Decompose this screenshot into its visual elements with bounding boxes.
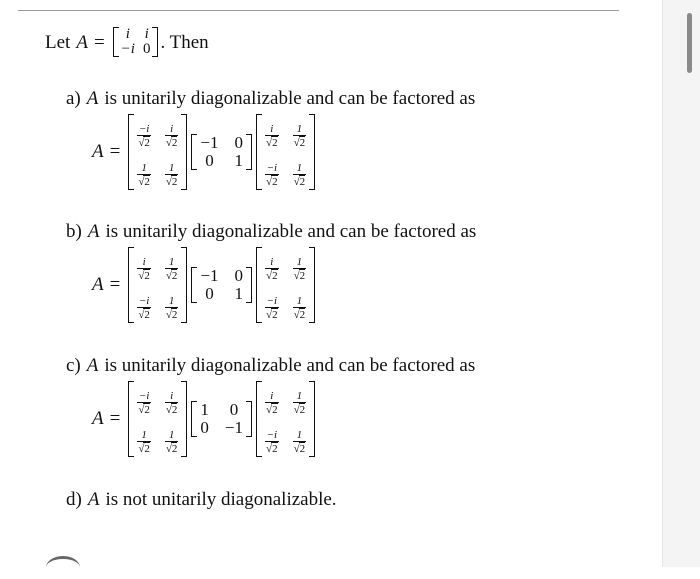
fraction-denominator: √ 2 — [266, 269, 278, 282]
diagonal-matrix-cell: 0 — [205, 284, 214, 303]
matrix-symbol: A — [92, 274, 104, 295]
unitary-matrix-Q-star — [256, 381, 315, 457]
option-label: c) — [66, 355, 81, 376]
option-c-factorization — [92, 381, 317, 457]
equals-sign: = — [109, 274, 121, 295]
fraction-numerator: 1 — [296, 295, 303, 307]
fraction — [165, 390, 179, 416]
fraction-denominator: √ 2 — [266, 308, 278, 321]
fraction — [265, 295, 279, 321]
diagonal-matrix-cell: −1 — [200, 133, 219, 152]
fraction — [137, 162, 151, 188]
fraction-numerator: −i — [266, 295, 278, 307]
fraction-numerator: i — [270, 123, 274, 135]
unitary-matrix-P — [128, 381, 187, 457]
intro-matrix-cell: 0 — [142, 41, 151, 57]
fraction-denominator: √ 2 — [266, 442, 278, 455]
unitary-matrix-Q-star — [256, 247, 315, 323]
diagonal-matrix-cell: 1 — [234, 284, 244, 303]
option-label: b) — [66, 221, 82, 242]
fraction-denominator: √ 2 — [138, 308, 150, 321]
fraction-numerator: 1 — [296, 390, 303, 402]
matrix-symbol: A — [92, 141, 104, 162]
fraction-denominator: √ 2 — [138, 403, 150, 416]
fraction — [137, 256, 151, 282]
fraction-numerator: 1 — [296, 429, 303, 441]
diagonal-matrix — [191, 267, 252, 303]
matrix-symbol: A — [87, 221, 100, 242]
diagonal-matrix-cell: 0 — [229, 400, 239, 419]
option-text: is unitarily diagonalizable and can be factored as — [104, 355, 476, 376]
option-label: d) — [66, 489, 82, 510]
option-text: is unitarily diagonalizable and can be factored as — [104, 88, 476, 109]
intro-suffix: . Then — [160, 31, 209, 53]
diagonal-matrix-cell: 1 — [234, 151, 244, 170]
option-c-statement — [66, 356, 475, 375]
fraction — [265, 390, 279, 416]
fraction-numerator: i — [270, 390, 274, 402]
fraction — [293, 123, 307, 149]
fraction-denominator: √ 2 — [138, 136, 150, 149]
fraction-numerator: 1 — [168, 162, 175, 174]
fraction — [165, 295, 179, 321]
diagonal-matrix-cell: 0 — [200, 418, 209, 437]
fraction — [265, 429, 279, 455]
fraction-denominator: √ 2 — [293, 175, 306, 188]
fraction-denominator: √ 2 — [165, 442, 178, 455]
fraction-numerator: 1 — [168, 256, 175, 268]
option-b-statement — [66, 222, 476, 241]
fraction-numerator: 1 — [296, 162, 303, 174]
equals-sign: = — [109, 408, 121, 429]
fraction-denominator: √ 2 — [293, 442, 306, 455]
fraction-denominator: √ 2 — [138, 442, 150, 455]
fraction-denominator: √ 2 — [165, 175, 178, 188]
diagonal-matrix — [191, 401, 252, 437]
fraction — [265, 256, 279, 282]
diagonal-matrix-cell: 0 — [234, 266, 244, 285]
fraction — [293, 256, 307, 282]
fraction-numerator: i — [170, 123, 174, 135]
loading-arc-icon — [46, 556, 80, 579]
scrollbar-track[interactable] — [662, 0, 700, 567]
fraction — [137, 123, 151, 149]
fraction-numerator: −i — [138, 123, 150, 135]
matrix-symbol: A — [86, 88, 99, 109]
diagonal-matrix-cell: 0 — [234, 133, 244, 152]
fraction-denominator: √ 2 — [293, 136, 306, 149]
fraction — [165, 429, 179, 455]
fraction-denominator: √ 2 — [165, 269, 178, 282]
fraction-numerator: −i — [266, 162, 278, 174]
fraction-denominator: √ 2 — [266, 136, 278, 149]
diagonal-matrix-cell: 0 — [205, 151, 214, 170]
unitary-matrix-P — [128, 114, 187, 190]
diagonal-matrix-cell: 1 — [200, 400, 209, 419]
fraction — [293, 162, 307, 188]
fraction-denominator: √ 2 — [266, 175, 278, 188]
fraction-numerator: 1 — [296, 123, 303, 135]
matrix-symbol: A — [87, 489, 100, 510]
option-a-statement — [66, 89, 475, 108]
fraction-numerator: −i — [266, 429, 278, 441]
matrix-symbol: A — [86, 355, 99, 376]
unitary-matrix-P — [128, 247, 187, 323]
fraction-denominator: √ 2 — [293, 403, 306, 416]
fraction-denominator: √ 2 — [165, 308, 178, 321]
diagonal-matrix-cell: −1 — [200, 266, 219, 285]
fraction-numerator: i — [142, 256, 146, 268]
fraction-numerator: 1 — [141, 162, 147, 174]
diagonal-matrix-cell: −1 — [224, 418, 244, 437]
fraction — [265, 162, 279, 188]
fraction — [265, 123, 279, 149]
fraction-denominator: √ 2 — [266, 403, 278, 416]
unitary-matrix-Q-star — [256, 114, 315, 190]
fraction — [293, 295, 307, 321]
fraction — [137, 429, 151, 455]
fraction-denominator: √ 2 — [165, 136, 178, 149]
fraction-denominator: √ 2 — [293, 308, 306, 321]
fraction-numerator: −i — [138, 390, 150, 402]
equals-sign: = — [93, 31, 105, 53]
fraction-numerator: 1 — [168, 295, 175, 307]
fraction-denominator: √ 2 — [138, 269, 150, 282]
fraction-numerator: 1 — [296, 256, 303, 268]
intro-matrix-cell: i — [125, 26, 130, 42]
option-text: is not unitarily diagonalizable. — [105, 489, 337, 510]
option-text: is unitarily diagonalizable and can be factored as — [105, 221, 477, 242]
intro-matrix — [113, 27, 159, 57]
intro-matrix-cell: i — [144, 26, 149, 42]
intro-matrix-cell: −i — [120, 41, 135, 57]
fraction — [165, 123, 179, 149]
fraction — [137, 295, 151, 321]
option-label: a) — [66, 88, 81, 109]
option-b-factorization — [92, 247, 317, 323]
fraction-numerator: 1 — [141, 429, 147, 441]
fraction-denominator: √ 2 — [293, 269, 306, 282]
question-intro — [45, 27, 209, 57]
intro-prefix: Let — [45, 31, 71, 53]
fraction-numerator: i — [270, 256, 274, 268]
fraction-denominator: √ 2 — [165, 403, 178, 416]
fraction — [293, 390, 307, 416]
fraction-numerator: i — [170, 390, 174, 402]
fraction-numerator: 1 — [168, 429, 175, 441]
fraction — [293, 429, 307, 455]
matrix-symbol: A — [76, 31, 88, 53]
option-a-factorization — [92, 114, 317, 190]
fraction-denominator: √ 2 — [138, 175, 150, 188]
fraction — [165, 256, 179, 282]
fraction — [165, 162, 179, 188]
fraction — [137, 390, 151, 416]
equals-sign: = — [109, 141, 121, 162]
fraction-numerator: −i — [138, 295, 150, 307]
option-d-statement — [66, 490, 337, 509]
diagonal-matrix — [191, 134, 252, 170]
matrix-symbol: A — [92, 408, 104, 429]
top-divider — [18, 10, 619, 11]
scrollbar-thumb[interactable] — [687, 13, 692, 73]
